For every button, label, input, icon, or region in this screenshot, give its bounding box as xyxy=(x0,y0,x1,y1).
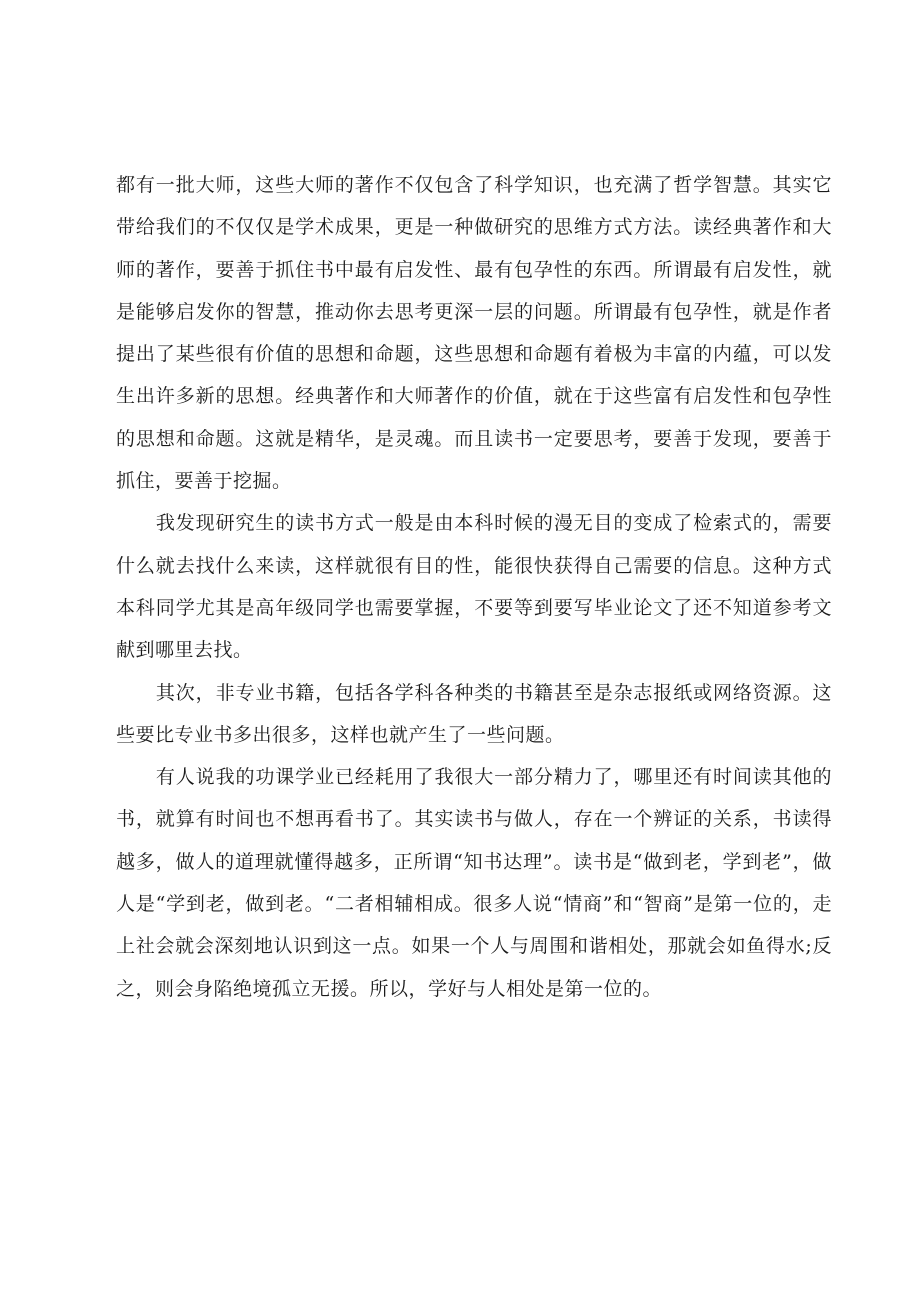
paragraph-reading-and-life: 有人说我的功课学业已经耗用了我很大一部分精力了，哪里还有时间读其他的书，就算有时间也不想再看书了。其实读书与做人，存在一个辨证的关系，书读得越多，做人的道理就懂得越多，正所谓“知书达理”。读书是“做到老，学到老”，做人是“学到老，做到老。“二者相辅相成。很多人说“情商”和“智商”是第一位的，走上社会就会深刻地认识到这一点。如果一个人与周围和谐相处，那就会如鱼得水;反之，则会身陷绝境孤立无援。所以，学好与人相处是第一位的。 xyxy=(116,766,832,1000)
document-body xyxy=(116,164,832,1010)
paragraph-continued: 都有一批大师，这些大师的著作不仅包含了科学知识，也充满了哲学智慧。其实它带给我们的不仅仅是学术成果，更是一种做研究的思维方式方法。读经典著作和大师的著作，要善于抓住书中最有启发性、最有包孕性的东西。所谓最有启发性，就是能够启发你的智慧，推动你去思考更深一层的问题。所谓最有包孕性，就是作者提出了某些很有价值的思想和命题，这些思想和命题有着极为丰富的内蕴，可以发生出许多新的思想。经典著作和大师著作的价值，就在于这些富有启发性和包孕性的思想和命题。这就是精华，是灵魂。而且读书一定要思考，要善于发现，要善于抓住，要善于挖掘。 xyxy=(116,174,832,493)
paragraph-research-reading: 我发现研究生的读书方式一般是由本科时候的漫无目的变成了检索式的，需要什么就去找什么来读，这样就很有目的性，能很快获得自己需要的信息。这种方式本科同学尤其是高年级同学也需要掌握，不要等到要写毕业论文了还不知道参考文献到哪里去找。 xyxy=(116,512,832,662)
paragraph-non-professional-books: 其次，非专业书籍，包括各学科各种类的书籍甚至是杂志报纸或网络资源。这些要比专业书多出很多，这样也就产生了一些问题。 xyxy=(116,681,832,746)
